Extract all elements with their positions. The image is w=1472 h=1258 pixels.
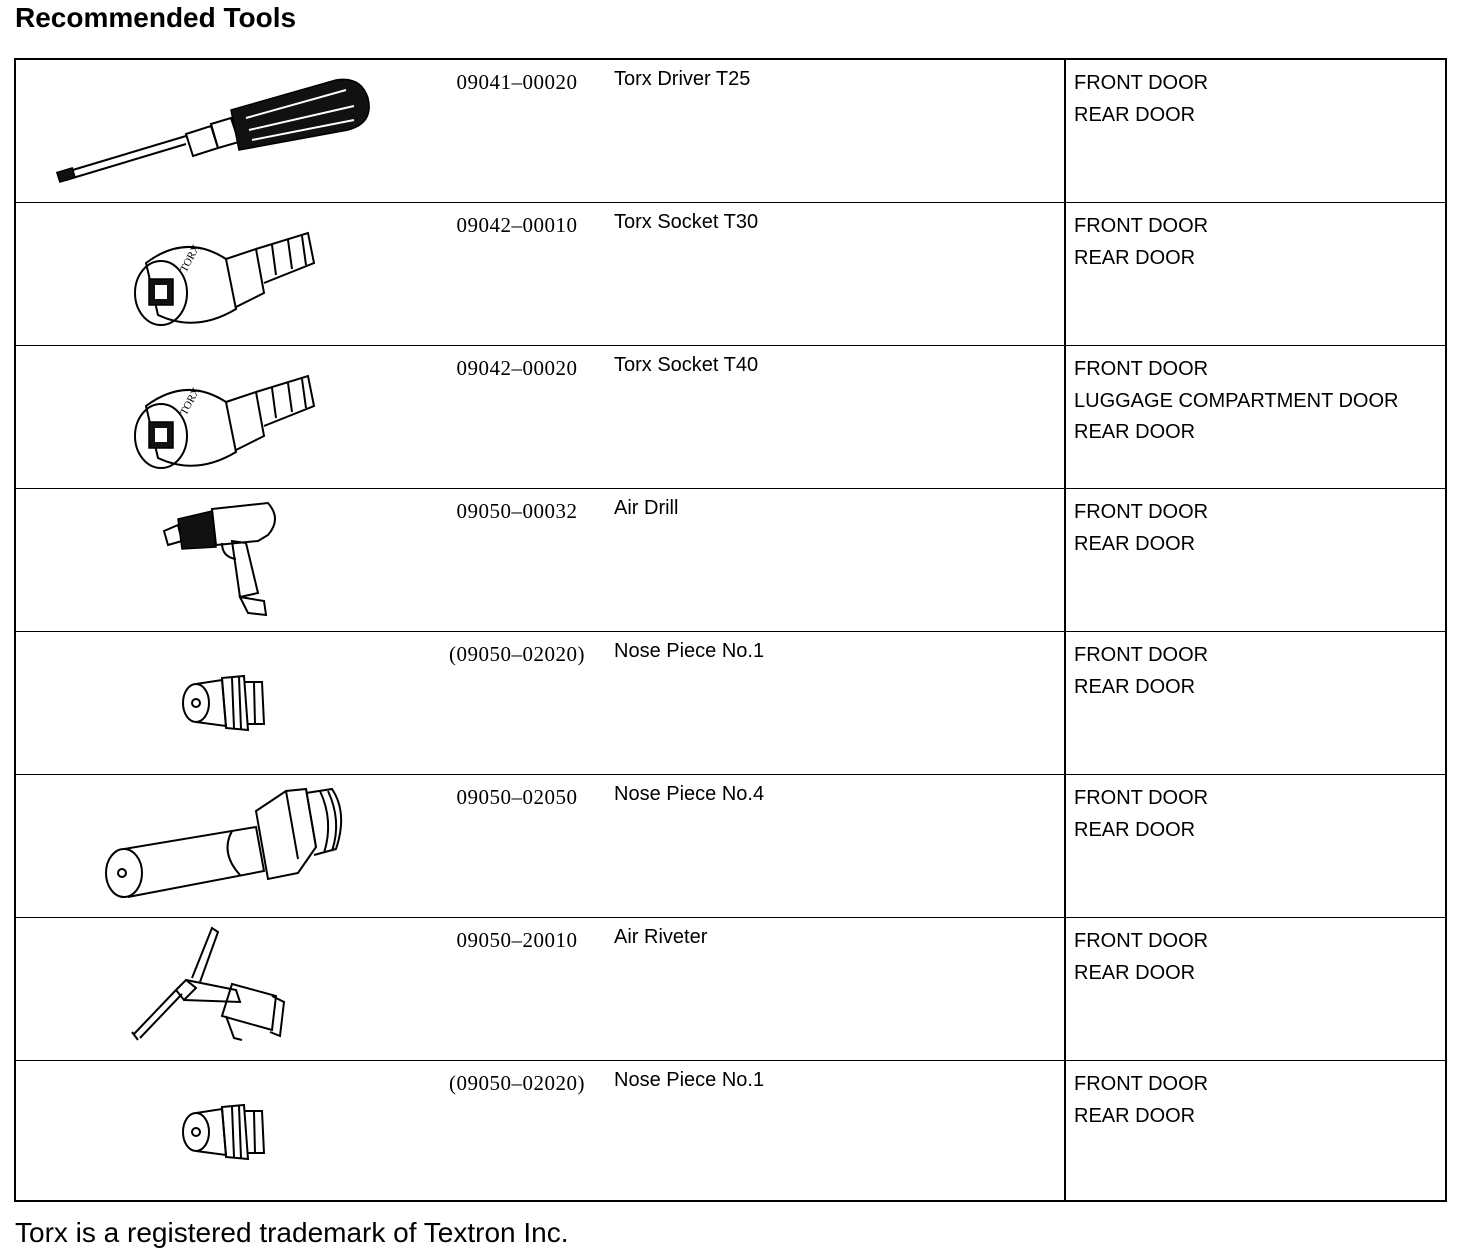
table-row bbox=[16, 203, 1445, 346]
application-item: FRONT DOOR bbox=[1074, 358, 1209, 380]
application-item: REAR DOOR bbox=[1074, 675, 1196, 698]
table-row bbox=[16, 489, 1445, 632]
nose-piece-large-icon bbox=[36, 783, 396, 911]
tool-name: Torx Driver T25 bbox=[614, 68, 751, 90]
application-list bbox=[1074, 926, 1208, 989]
nose-piece-icon bbox=[36, 1069, 396, 1197]
application-item: REAR DOOR bbox=[1074, 421, 1196, 443]
application-item: FRONT DOOR bbox=[1074, 930, 1209, 952]
application-item: REAR DOOR bbox=[1074, 103, 1196, 126]
application-item: REAR DOOR bbox=[1074, 961, 1196, 984]
part-number: (09050–02020) bbox=[449, 642, 585, 666]
torx-socket-icon bbox=[36, 211, 396, 339]
table-row bbox=[16, 1061, 1445, 1204]
application-item: REAR DOOR bbox=[1074, 246, 1196, 269]
tools-table bbox=[14, 58, 1447, 1202]
table-row bbox=[16, 632, 1445, 775]
tool-name: Nose Piece No.1 bbox=[614, 1069, 765, 1091]
application-item: FRONT DOOR bbox=[1074, 72, 1209, 94]
application-item: FRONT DOOR bbox=[1074, 501, 1209, 523]
application-list bbox=[1074, 211, 1208, 274]
part-number: 09050–20010 bbox=[456, 928, 578, 952]
tool-name: Torx Socket T40 bbox=[614, 354, 759, 376]
torx-socket-icon bbox=[36, 354, 396, 482]
application-item: FRONT DOOR bbox=[1074, 644, 1209, 666]
application-item: FRONT DOOR bbox=[1074, 215, 1209, 237]
svg-text:TORX: TORX bbox=[178, 242, 203, 275]
air-riveter-icon bbox=[36, 926, 396, 1054]
trademark-footnote: Torx is a registered trademark of Textron Inc. bbox=[15, 1217, 569, 1248]
application-list bbox=[1074, 497, 1208, 560]
table-row bbox=[16, 918, 1445, 1061]
application-item: REAR DOOR bbox=[1074, 818, 1196, 841]
torx-driver-icon bbox=[36, 68, 396, 196]
application-item: FRONT DOOR bbox=[1074, 787, 1209, 809]
application-item: LUGGAGE COMPARTMENT DOOR bbox=[1074, 389, 1399, 412]
page-title: Recommended Tools bbox=[15, 2, 297, 33]
application-list bbox=[1074, 783, 1208, 846]
table-row bbox=[16, 60, 1445, 203]
part-number: 09042–00010 bbox=[456, 213, 578, 237]
application-list bbox=[1074, 640, 1208, 703]
svg-text:TORX: TORX bbox=[178, 385, 203, 418]
part-number: (09050–02020) bbox=[449, 1071, 585, 1095]
part-number: 09050–02050 bbox=[456, 785, 578, 809]
air-drill-icon bbox=[36, 497, 396, 625]
tool-name: Nose Piece No.1 bbox=[614, 640, 765, 662]
part-number: 09050–00032 bbox=[456, 499, 578, 523]
part-number: 09041–00020 bbox=[456, 70, 578, 94]
tool-name: Air Riveter bbox=[614, 926, 708, 948]
application-item: REAR DOOR bbox=[1074, 1104, 1196, 1127]
application-list bbox=[1074, 1069, 1208, 1132]
part-number: 09042–00020 bbox=[456, 356, 578, 380]
tool-name: Air Drill bbox=[614, 497, 679, 519]
application-list bbox=[1074, 68, 1208, 131]
application-list bbox=[1074, 354, 1398, 449]
tool-name: Torx Socket T30 bbox=[614, 211, 759, 233]
application-item: FRONT DOOR bbox=[1074, 1073, 1209, 1095]
application-item: REAR DOOR bbox=[1074, 532, 1196, 555]
nose-piece-icon bbox=[36, 640, 396, 768]
tool-name: Nose Piece No.4 bbox=[614, 783, 765, 805]
table-row bbox=[16, 775, 1445, 918]
table-row bbox=[16, 346, 1445, 489]
